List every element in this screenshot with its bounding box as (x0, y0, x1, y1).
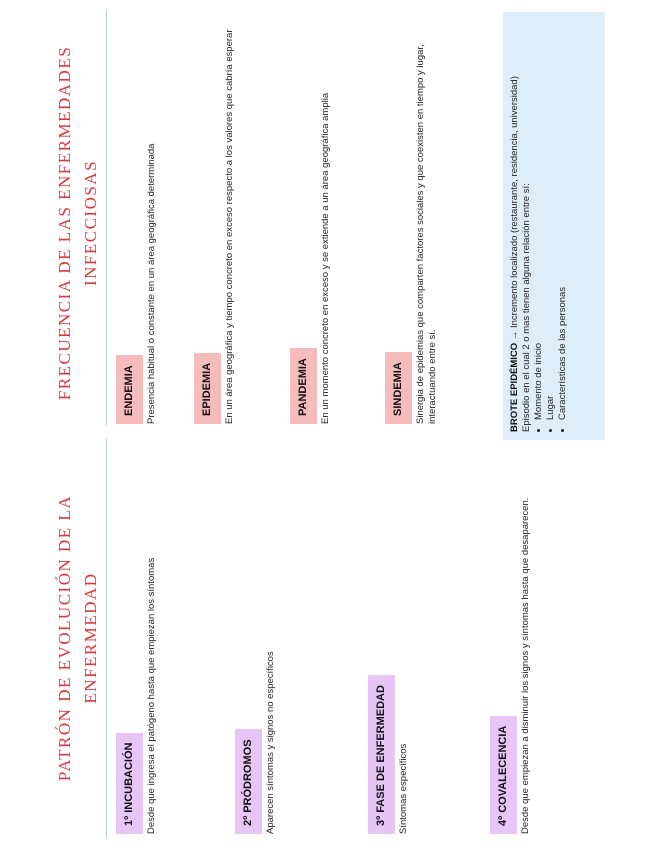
brote-definition: Incremento localizado (restaurante, residencia, universidad) (509, 76, 520, 329)
stage-enfermedad-desc: Síntomas específicos (398, 743, 409, 834)
epidemia-desc: En un área geográfica y tiempo concreto en exceso respecto a los valores que cabría esperar (224, 29, 235, 424)
evolution-divider (106, 438, 107, 838)
stage-enfermedad-tag: 3º FASE DE ENFERMEDAD (368, 675, 395, 834)
frequency-divider (106, 10, 107, 426)
evolution-title-line1: PATRÓN DE EVOLUCIÓN DE LA (55, 494, 74, 782)
stage-prodromos-tag: 2º PRÓDROMOS (235, 729, 262, 834)
brote-bullet-inicio: • Momento de inicio (533, 20, 545, 420)
brote-definition-line (509, 20, 521, 432)
frequency-title-line2: INFECCIOSAS (81, 159, 100, 287)
brote-term: BROTE EPIDÉMICO (509, 342, 520, 432)
evolution-title (52, 438, 104, 838)
stage-covalecencia-tag: 4º COVALECENCIA (490, 716, 517, 834)
pandemia-desc: En un momento concreto en exceso y se extiende a un área geográfica amplia (320, 92, 331, 424)
sindemia-tag: SINDEMIA (385, 352, 412, 424)
stage-prodromos-desc: Aparecen síntomas y signos no específicos (265, 651, 276, 834)
sindemia-desc: Sinergia de epidemias que comparten factores sociales y que coexisten en tiempo y lugar, interactuando entre sí. (415, 44, 438, 424)
brote-arrow: → (509, 330, 520, 341)
brote-bullet-personas: • Características de las personas (557, 20, 569, 420)
brote-bullet-list (533, 20, 569, 432)
brote-epidemico-box (503, 12, 605, 440)
brote-bullet-lugar: • Lugar (545, 20, 557, 420)
brote-episode-line: Episodio en el cual 2 o mas tienen alguna relación entre sí: (521, 183, 532, 432)
evolution-title-line2: ENFERMEDAD (81, 572, 100, 704)
endemia-desc: Presencia habitual o constante en un área geográfica determinada (146, 143, 157, 424)
stage-incubacion-desc: Desde que ingresa el patógeno hasta que empiezan los síntomas (146, 557, 157, 834)
frequency-title (52, 18, 104, 428)
frequency-title-line1: FRECUENCIA DE LAS ENFERMEDADES (55, 45, 74, 401)
epidemia-tag: EPIDEMIA (194, 353, 221, 424)
stage-incubacion-tag: 1º INCUBACIÓN (116, 733, 143, 834)
pandemia-tag: PANDEMIA (290, 348, 317, 424)
endemia-tag: ENDEMIA (116, 355, 143, 424)
stage-covalecencia-desc: Desde que empiezan a disminuir los signos y síntomas hasta que desaparecen. (520, 497, 531, 834)
